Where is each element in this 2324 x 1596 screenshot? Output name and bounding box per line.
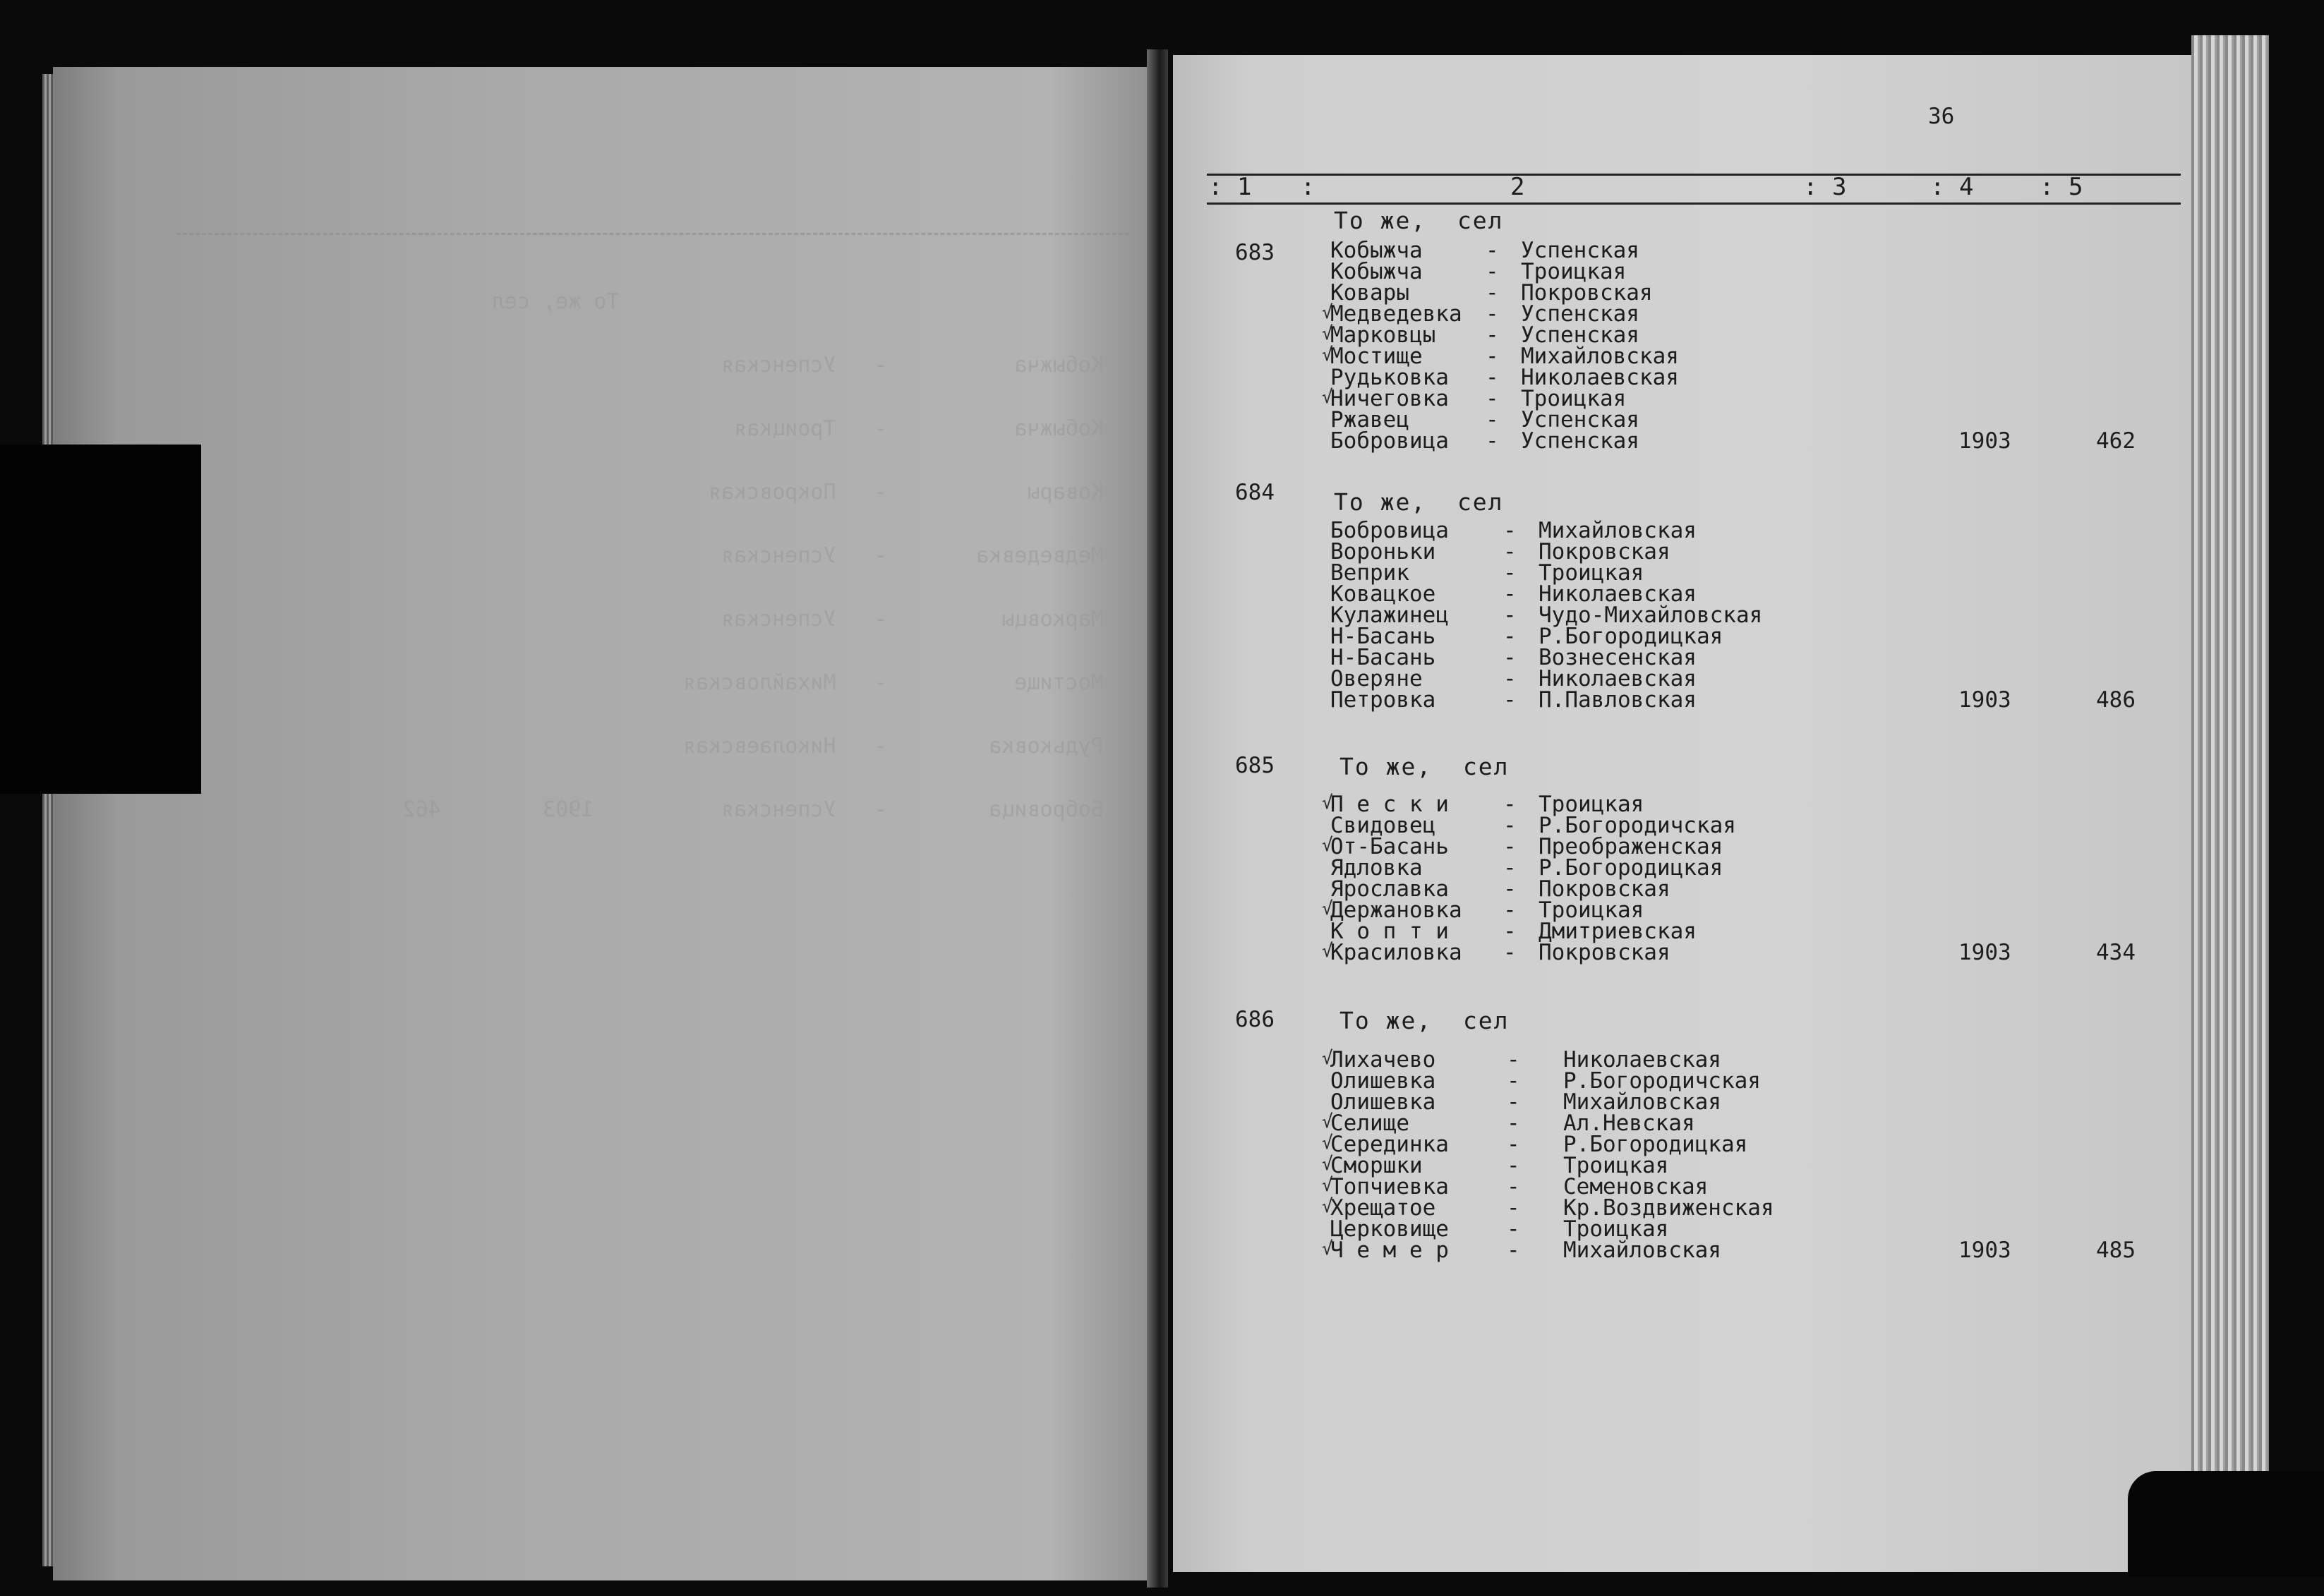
dash-separator: - (1503, 919, 1517, 944)
dash-separator: - (1486, 301, 1499, 327)
count-value: 485 (2096, 1238, 2136, 1263)
check-mark: √ (1322, 941, 1333, 962)
village-name: Олишевка (1330, 1068, 1436, 1094)
check-mark: √ (1322, 323, 1333, 344)
village-name: Н-Басань (1330, 645, 1436, 670)
church-name: П.Павловская (1539, 687, 1697, 713)
dash-separator: - (1503, 581, 1517, 607)
church-name: Преображенская (1539, 834, 1723, 859)
dash-separator: - (1503, 792, 1517, 817)
village-name: Медведевка (1330, 301, 1462, 327)
dash-separator: - (1503, 834, 1517, 859)
dash-separator: - (1507, 1216, 1520, 1242)
church-name: Чудо-Михайловская (1539, 603, 1763, 628)
village-name: Мостище (1330, 344, 1423, 369)
church-name: Николаевская (1521, 365, 1679, 390)
dash-separator: - (1486, 280, 1499, 306)
village-name: От-Басань (1330, 834, 1449, 859)
church-name: Успенская (1521, 428, 1639, 454)
dash-separator: - (1503, 813, 1517, 838)
col-2-header: 2 (1510, 173, 1525, 201)
church-name: Успенская (1521, 238, 1639, 263)
village-name: Веприк (1330, 560, 1409, 586)
village-name: Петровка (1330, 687, 1436, 713)
church-name: Ал.Невская (1563, 1111, 1695, 1136)
dash-separator: - (1507, 1047, 1520, 1072)
church-name: Успенская (1521, 407, 1639, 433)
check-mark: √ (1322, 302, 1333, 323)
header-rule-top (1207, 174, 2181, 176)
church-name: Дмитриевская (1539, 919, 1697, 944)
church-name: Троицкая (1539, 792, 1644, 817)
church-name: Р.Богородицкая (1539, 624, 1723, 649)
dash-separator: - (1503, 645, 1517, 670)
binding-clip (0, 445, 201, 794)
village-name: Ярославка (1330, 876, 1449, 902)
church-name: Покровская (1539, 876, 1670, 902)
church-name: Троицкая (1521, 386, 1627, 411)
village-name: Серединка (1330, 1132, 1449, 1157)
church-name: Вознесенская (1539, 645, 1697, 670)
dash-separator: - (1486, 344, 1499, 369)
check-mark: √ (1322, 1154, 1333, 1175)
village-name: Рудьковка (1330, 365, 1449, 390)
dash-separator: - (1486, 322, 1499, 348)
village-name: Кобыжча (1330, 259, 1423, 284)
church-name: Николаевская (1539, 581, 1697, 607)
village-name: К о п т и (1330, 919, 1449, 944)
church-name: Николаевская (1539, 666, 1697, 691)
village-name: Лихачево (1330, 1047, 1436, 1072)
check-mark: √ (1322, 1175, 1333, 1196)
dash-separator: - (1507, 1111, 1520, 1136)
village-name: Кобыжча (1330, 238, 1423, 263)
dash-separator: - (1503, 539, 1517, 564)
check-mark: √ (1322, 1048, 1333, 1069)
village-name: Топчиевка (1330, 1174, 1449, 1199)
church-name: Покровская (1539, 940, 1670, 965)
dash-separator: - (1486, 386, 1499, 411)
check-mark: √ (1322, 1196, 1333, 1217)
dash-separator: - (1503, 876, 1517, 902)
village-name: Н-Басань (1330, 624, 1436, 649)
dash-separator: - (1486, 428, 1499, 454)
year-value: 1903 (1958, 940, 2011, 965)
dash-separator: - (1503, 518, 1517, 543)
col-1-header: : 1 (1208, 173, 1252, 201)
church-name: Успенская (1521, 322, 1639, 348)
page-number: 36 (1928, 104, 1955, 129)
village-name: Ржавец (1330, 407, 1409, 433)
dash-separator: - (1503, 624, 1517, 649)
village-name: Ничеговка (1330, 386, 1449, 411)
count-value: 434 (2096, 940, 2136, 965)
entry-number: 685 (1235, 753, 1275, 778)
church-name: Михайловская (1563, 1089, 1721, 1115)
church-name: Михайловская (1563, 1238, 1721, 1263)
header-rule-bottom (1207, 202, 2181, 205)
village-name: Ковацкое (1330, 581, 1436, 607)
church-name: Р.Богородицкая (1563, 1132, 1748, 1157)
village-name: Бобровица (1330, 428, 1449, 454)
church-name: Троицкая (1521, 259, 1627, 284)
year-value: 1903 (1958, 687, 2011, 713)
church-name: Покровская (1521, 280, 1653, 306)
village-name: Селище (1330, 1111, 1409, 1136)
church-name: Николаевская (1563, 1047, 1721, 1072)
church-name: Семеновская (1563, 1174, 1709, 1199)
entry-number: 683 (1235, 240, 1275, 265)
dash-separator: - (1486, 407, 1499, 433)
entry-heading: То же, сел (1334, 207, 1504, 234)
village-name: Ковары (1330, 280, 1409, 306)
right-page-edge (2191, 35, 2269, 1545)
church-name: Успенская (1521, 301, 1639, 327)
church-name: Кр.Воздвиженская (1563, 1195, 1774, 1221)
check-mark: √ (1322, 1111, 1333, 1132)
village-name: Свидовец (1330, 813, 1436, 838)
entry-heading: То же, сел (1339, 753, 1510, 780)
entry-heading: То же, сел (1339, 1007, 1510, 1034)
village-name: Оверяне (1330, 666, 1423, 691)
church-name: Михайловская (1539, 518, 1697, 543)
count-value: 486 (2096, 687, 2136, 713)
book-gutter (1147, 49, 1168, 1588)
village-name: П е с к и (1330, 792, 1449, 817)
church-name: Троицкая (1539, 560, 1644, 586)
church-name: Р.Богородичская (1539, 813, 1736, 838)
dash-separator: - (1503, 687, 1517, 713)
col-4-header: : 4 (1930, 173, 1974, 201)
dash-separator: - (1503, 560, 1517, 586)
dash-separator: - (1503, 855, 1517, 881)
check-mark: √ (1322, 1238, 1333, 1259)
check-mark: √ (1322, 1132, 1333, 1154)
dash-separator: - (1507, 1153, 1520, 1178)
entry-number: 686 (1235, 1007, 1275, 1032)
count-value: 462 (2096, 428, 2136, 454)
check-mark: √ (1322, 898, 1333, 919)
dash-separator: - (1507, 1089, 1520, 1115)
village-name: Олишевка (1330, 1089, 1436, 1115)
col-1-sep: : (1301, 173, 1315, 201)
village-name: Бобровица (1330, 518, 1449, 543)
check-mark: √ (1322, 387, 1333, 408)
church-name: Р.Богородичская (1563, 1068, 1761, 1094)
church-name: Покровская (1539, 539, 1670, 564)
church-name: Троицкая (1563, 1153, 1669, 1178)
entry-heading: То же, сел (1334, 488, 1504, 516)
col-3-header: : 3 (1803, 173, 1847, 201)
year-value: 1903 (1958, 1238, 2011, 1263)
village-name: Сморшки (1330, 1153, 1423, 1178)
check-mark: √ (1322, 835, 1333, 856)
village-name: Кулажинец (1330, 603, 1449, 628)
dash-separator: - (1507, 1132, 1520, 1157)
binding-corner (2128, 1471, 2324, 1577)
dash-separator: - (1486, 259, 1499, 284)
village-name: Марковцы (1330, 322, 1436, 348)
village-name: Держановка (1330, 897, 1462, 923)
year-value: 1903 (1958, 428, 2011, 454)
dash-separator: - (1507, 1195, 1520, 1221)
village-name: Красиловка (1330, 940, 1462, 965)
church-name: Р.Богородицкая (1539, 855, 1723, 881)
village-name: Ядловка (1330, 855, 1423, 881)
dash-separator: - (1507, 1068, 1520, 1094)
dash-separator: - (1507, 1174, 1520, 1199)
col-5-header: : 5 (2040, 173, 2083, 201)
dash-separator: - (1503, 897, 1517, 923)
check-mark: √ (1322, 344, 1333, 365)
village-name: Церковище (1330, 1216, 1449, 1242)
dash-separator: - (1507, 1238, 1520, 1263)
dash-separator: - (1503, 940, 1517, 965)
village-name: Вороньки (1330, 539, 1436, 564)
dash-separator: - (1503, 603, 1517, 628)
church-name: Троицкая (1539, 897, 1644, 923)
dash-separator: - (1486, 238, 1499, 263)
entry-number: 684 (1235, 480, 1275, 505)
village-name: Хрещатое (1330, 1195, 1436, 1221)
dash-separator: - (1503, 666, 1517, 691)
village-name: Ч е м е р (1330, 1238, 1449, 1263)
check-mark: √ (1322, 792, 1333, 814)
church-name: Михайловская (1521, 344, 1679, 369)
church-name: Троицкая (1563, 1216, 1669, 1242)
dash-separator: - (1486, 365, 1499, 390)
bleed-through-text: То же, сел Кобыжча - Успенская Кобыжча - Троицкая Ковары - Покровская Медведевка - Успенская Марковцы - Успенская Мостище - Михайловская Рудьковка - Николаевская Бобровица - Успенская 1903 462 (148, 191, 1129, 1348)
